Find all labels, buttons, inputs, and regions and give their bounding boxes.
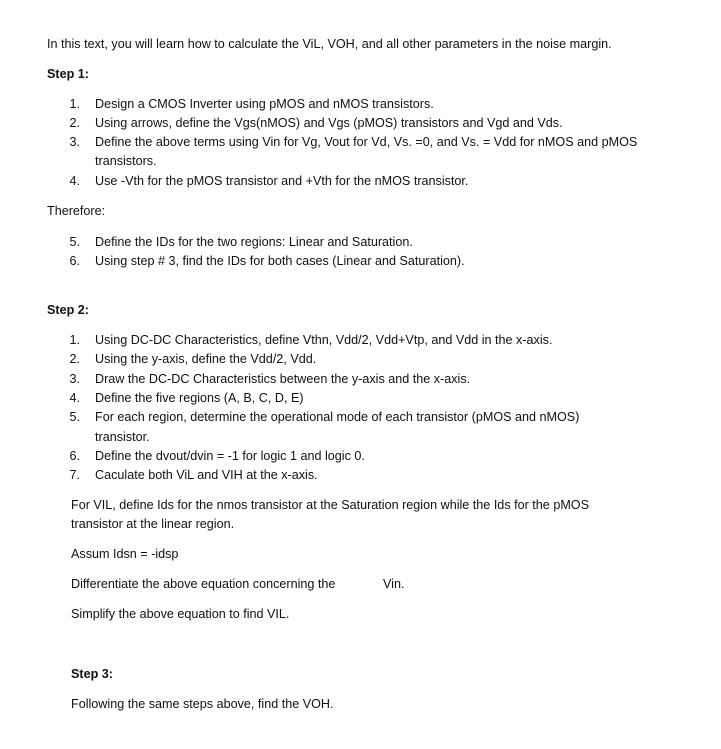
list-item: Using arrows, define the Vgs(nMOS) and Vgs (pMOS) transistors and Vgd and Vds. [95, 116, 563, 130]
list-item: Draw the DC-DC Characteristics between the y-axis and the x-axis. [95, 372, 471, 386]
vil-paragraph-line2: transistor at the linear region. [71, 517, 235, 531]
list-number: 5. [69, 235, 80, 249]
list-number: 1. [69, 333, 80, 347]
step3-heading: Step 3: [71, 667, 113, 681]
simplify-text: Simplify the above equation to find VIL. [71, 607, 290, 621]
differentiate-text: Differentiate the above equation concerning the [71, 577, 336, 591]
list-number: 2. [69, 116, 80, 130]
differentiate-variable: Vin. [383, 577, 405, 591]
list-item-continuation: transistors. [95, 154, 157, 168]
step3-text: Following the same steps above, find the VOH. [71, 697, 334, 711]
list-item: For each region, determine the operational mode of each transistor (pMOS and nMOS) [95, 410, 580, 424]
list-item: Design a CMOS Inverter using pMOS and nMOS transistors. [95, 97, 434, 111]
list-item: Define the above terms using Vin for Vg, Vout for Vd, Vs. =0, and Vs. = Vdd for nMOS and pMOS [95, 135, 638, 149]
list-number: 7. [69, 468, 80, 482]
intro-paragraph: In this text, you will learn how to calculate the ViL, VOH, and all other parameters in the noise margin. [47, 37, 612, 51]
step2-heading: Step 2: [47, 303, 89, 317]
list-item: Using step # 3, find the IDs for both cases (Linear and Saturation). [95, 254, 465, 268]
list-item: Use -Vth for the pMOS transistor and +Vth for the nMOS transistor. [95, 174, 469, 188]
step1-heading: Step 1: [47, 67, 89, 81]
list-item: Define the dvout/dvin = -1 for logic 1 and logic 0. [95, 449, 365, 463]
list-number: 3. [69, 372, 80, 386]
list-item: Define the IDs for the two regions: Linear and Saturation. [95, 235, 413, 249]
list-number: 1. [69, 97, 80, 111]
list-number: 4. [69, 391, 80, 405]
vil-paragraph-line1: For VIL, define Ids for the nmos transistor at the Saturation region while the Ids for the pMOS [71, 498, 590, 512]
list-item: Caculate both ViL and VIH at the x-axis. [95, 468, 318, 482]
list-item: Define the five regions (A, B, C, D, E) [95, 391, 304, 405]
list-number: 2. [69, 352, 80, 366]
list-number: 3. [69, 135, 80, 149]
list-number: 4. [69, 174, 80, 188]
list-item: Using DC-DC Characteristics, define Vthn, Vdd/2, Vdd+Vtp, and Vdd in the x-axis. [95, 333, 553, 347]
therefore-label: Therefore: [47, 204, 106, 218]
assumption-text: Assum Idsn = -idsp [71, 547, 179, 561]
list-number: 5. [69, 410, 80, 424]
list-item: Using the y-axis, define the Vdd/2, Vdd. [95, 352, 317, 366]
list-number: 6. [69, 449, 80, 463]
list-number: 6. [69, 254, 80, 268]
list-item-continuation: transistor. [95, 430, 150, 444]
